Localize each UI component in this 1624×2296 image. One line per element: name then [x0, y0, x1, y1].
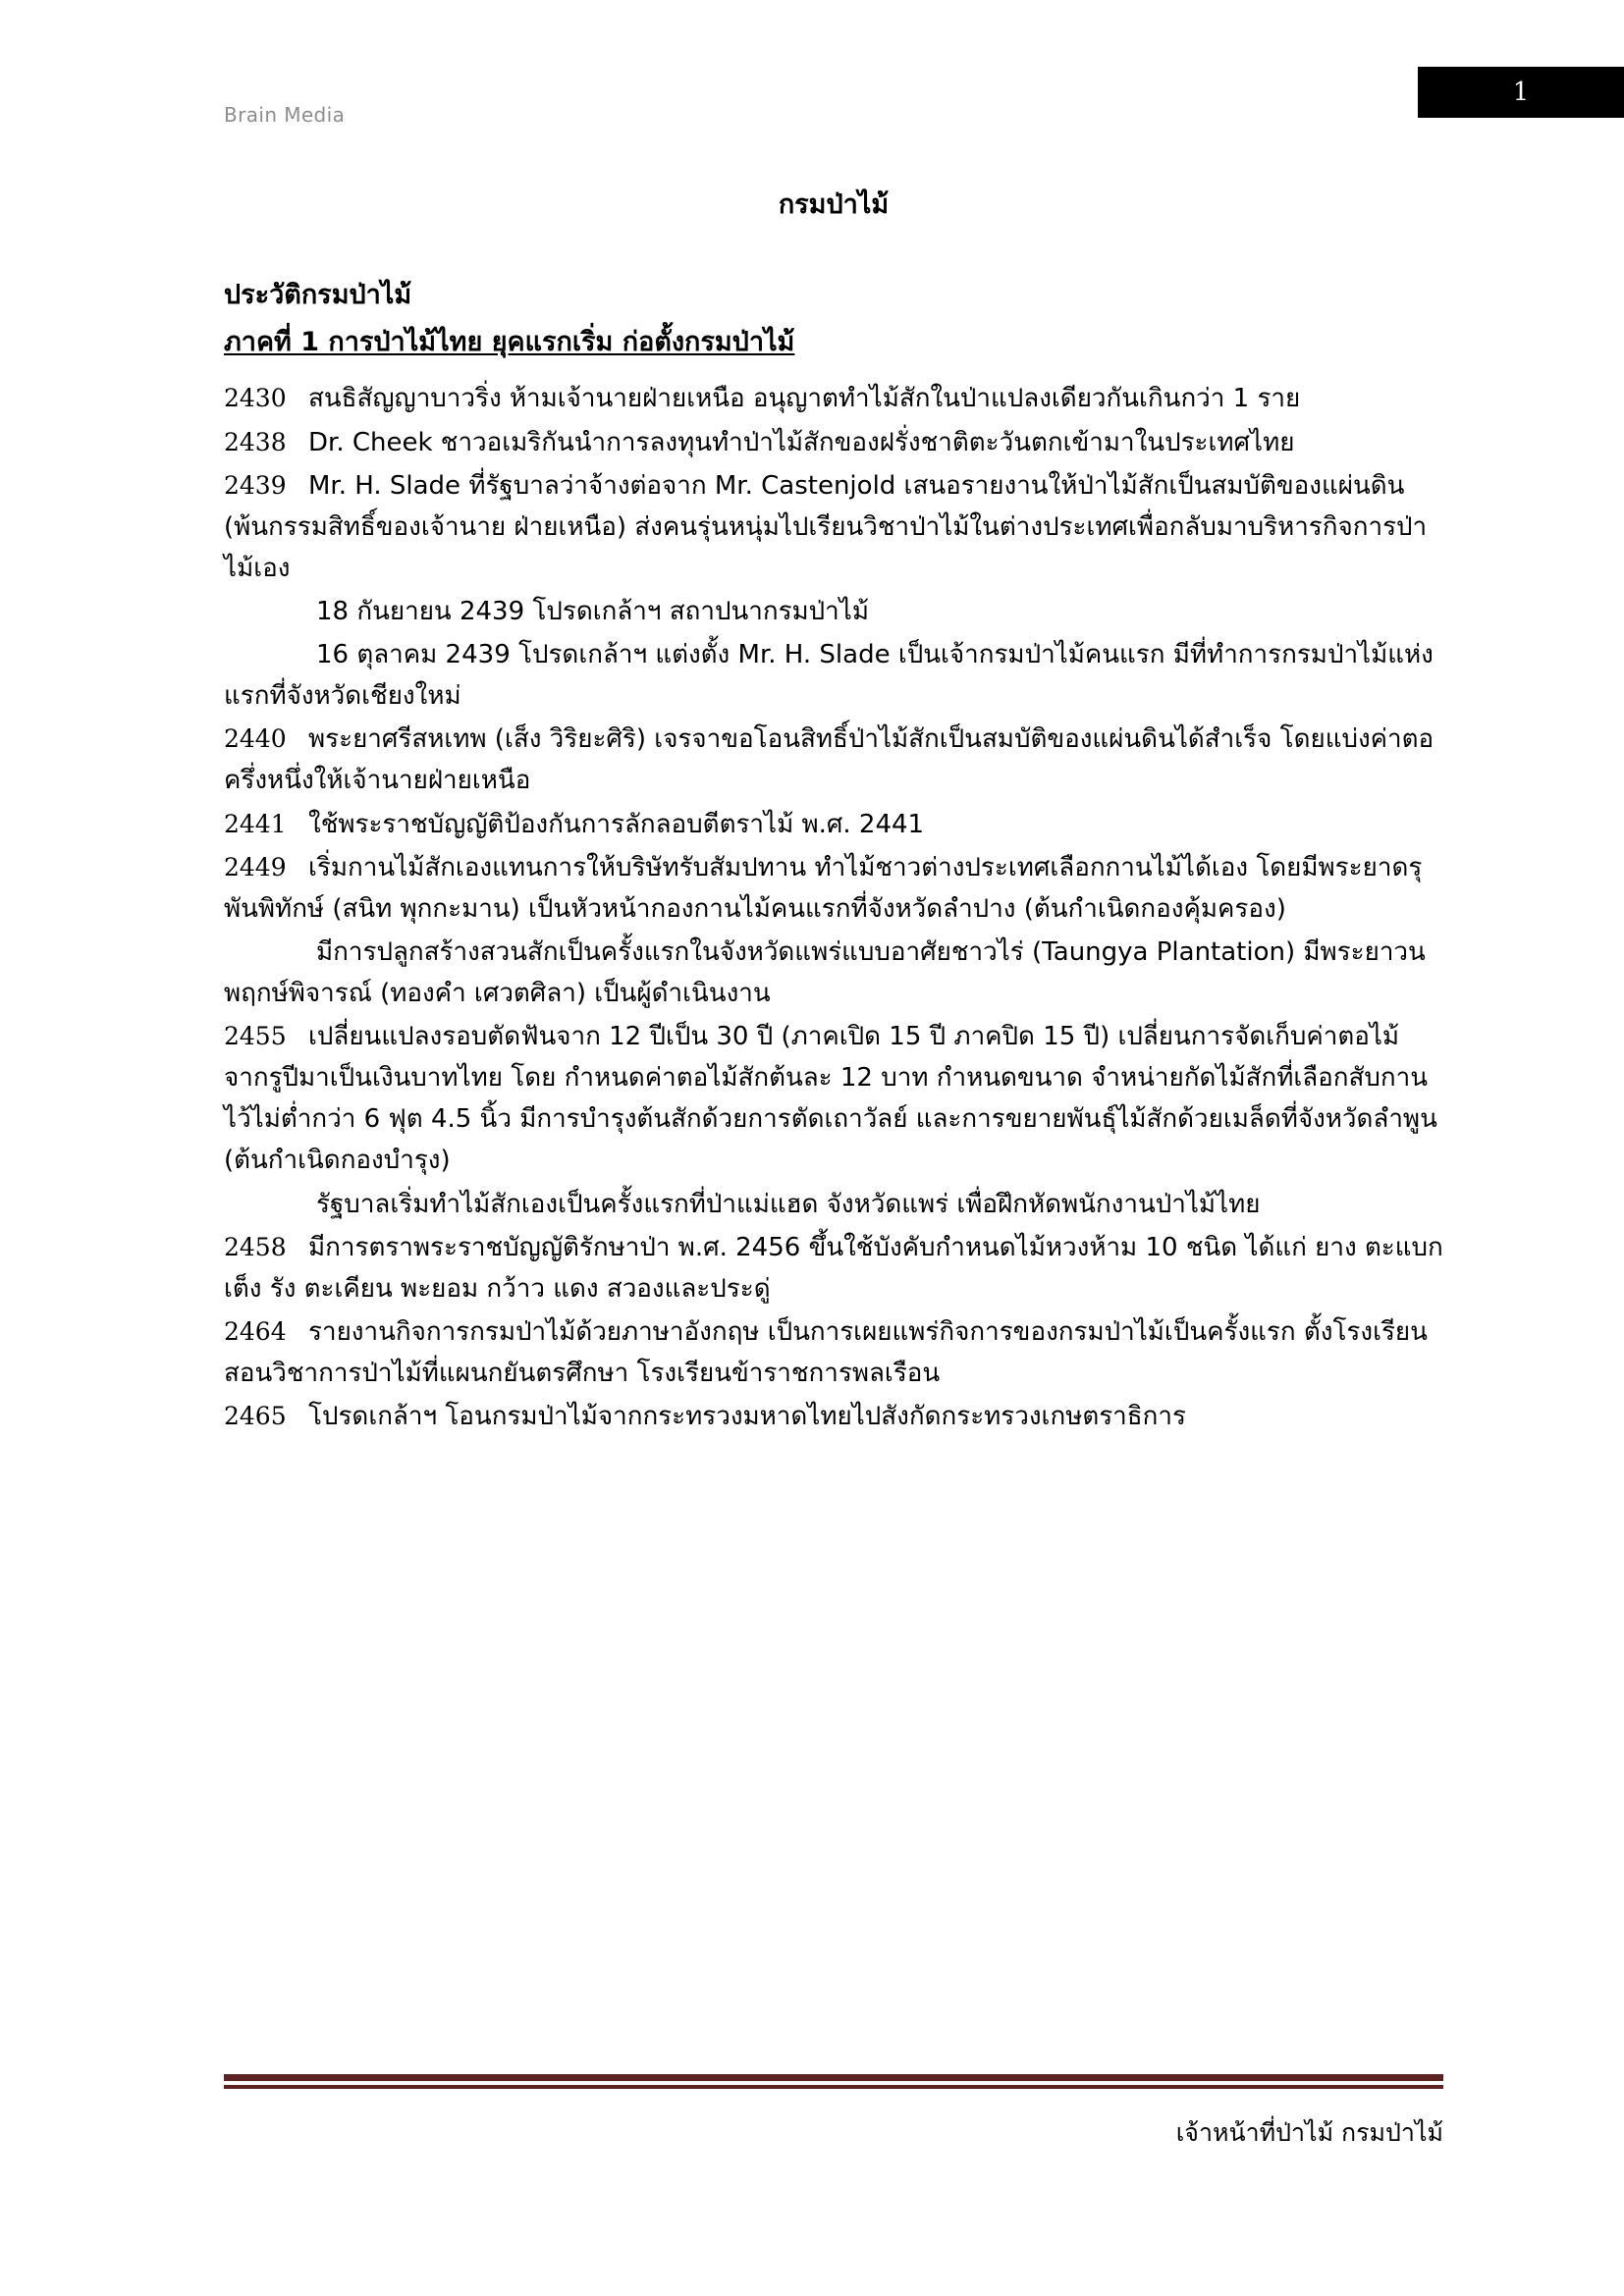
entry-text: Dr. Cheek ชาวอเมริกันนำการลงทุนทำป่าไม้สักของฝรั่งชาติตะวันตกเข้ามาในประเทศไทย: [308, 427, 1295, 457]
entry-year: 2455: [224, 1022, 287, 1051]
entry-text: ใช้พระราชบัญญัติป้องกันการลักลอบตีตราไม้ พ.ศ. 2441: [308, 809, 925, 839]
entry-year: 2464: [224, 1316, 287, 1346]
entry-text: มีการตราพระราชบัญญัติรักษาป่า พ.ศ. 2456 ขึ้นใช้บังคับกำหนดไม้หวงห้าม 10 ชนิด ได้แก่ ยาง ตะแบก เต็ง รัง ตะเคียน พะยอม กว้าว แดง สวองและประดู่: [224, 1232, 1443, 1304]
entry-text: พระยาศรีสหเทพ (เส็ง วิริยะศิริ) เจรจาขอโอนสิทธิ์ป่าไม้สักเป็นสมบัติของแผ่นดินได้สำเร็จ โดยแบ่งค่าตอครึ่งหนึ่งให้เจ้านายฝ่ายเหนือ: [224, 724, 1435, 796]
footer-label: เจ้าหน้าที่ป่าไม้ กรมป่าไม้: [1175, 2117, 1443, 2147]
footer-rule-thick: [224, 2074, 1443, 2081]
entry-year: 2440: [224, 724, 287, 754]
entry-year: 2441: [224, 809, 287, 838]
header-brand-label: Brain Media: [224, 103, 346, 127]
entry-year: 2465: [224, 1402, 287, 1431]
page-number-badge: 1: [1418, 67, 1624, 118]
entry-year: 2449: [224, 852, 287, 881]
timeline-entry: [224, 1311, 1443, 1394]
footer-rule-thin: [224, 2085, 1443, 2089]
timeline-entry: [224, 465, 1443, 589]
entry-text: โปรดเกล้าฯ โอนกรมป่าไม้จากกระทรวงมหาดไทยไปสังกัดกระทรวงเกษตราธิการ: [308, 1402, 1186, 1432]
timeline-note-paragraph: รัฐบาลเริ่มทำไม้สักเองเป็นครั้งแรกที่ป่าแม่แฮด จังหวัดแพร่ เพื่อฝึกหัดพนักงานป่าไม้ไทย: [316, 1189, 1261, 1219]
timeline-note-paragraph: 16 ตุลาคม 2439 โปรดเกล้าฯ แต่งตั้ง Mr. H. Slade เป็นเจ้ากรมป่าไม้คนแรก มีที่ทำการกรมป่าไม้แห่งแรกที่จังหวัดเชียงใหม่: [224, 640, 1434, 712]
timeline-entry: [224, 1016, 1443, 1181]
entry-text: เปลี่ยนแปลงรอบตัดฟันจาก 12 ปีเป็น 30 ปี (ภาคเปิด 15 ปี ภาคปิด 15 ปี) เปลี่ยนการจัดเก็บค่าตอไม้จากรูปีมาเป็นเงินบาทไทย โดย กำหนดค่าตอไม้สักต้นละ 12 บาท กำหนดขนาด จำหน่ายกัดไม้สักที่เลือกสับกานไว้ไม่ต่ำกว่า 6 ฟุต 4.5 นิ้ว มีการบำรุงต้นสักด้วยการตัดเถาวัลย์ และการขยายพันธุ์ไม้สักด้วยเมล็ดที่จังหวัดลำพูน (ต้นกำเนิดกองบำรุง): [224, 1022, 1437, 1176]
timeline-entry: [224, 804, 1443, 845]
timeline-entry: [224, 1396, 1443, 1437]
document-content: [224, 187, 1443, 1439]
entry-year: 2430: [224, 384, 287, 413]
timeline-note-paragraph: มีการปลูกสร้างสวนสักเป็นครั้งแรกในจังหวัดแพร่แบบอาศัยชาวไร่ (Taungya Plantation) มีพระยาวนพฤกษ์พิจารณ์ (ทองคำ เศวตศิลา) เป็นผู้ดำเนินงาน: [224, 936, 1426, 1009]
entry-text: สนธิสัญญาบาวริ่ง ห้ามเจ้านายฝ่ายเหนือ อนุญาตทำไม้สักในป่าแปลงเดียวกันเกินกว่า 1 ราย: [308, 384, 1301, 414]
entry-text: เริ่มกานไม้สักเองแทนการให้บริษัทรับสัมปทาน ทำไม้ชาวต่างประเทศเลือกกานไม้ได้เอง โดยมีพระยาดรุพันพิทักษ์ (สนิท พุกกะมาน) เป็นหัวหน้ากองกานไม้คนแรกที่จังหวัดลำปาง (ต้นกำเนิดกองคุ้มครอง): [224, 852, 1423, 924]
timeline-entry: [224, 422, 1443, 463]
timeline-entry: [224, 1227, 1443, 1309]
timeline-entry-list: [224, 378, 1443, 1437]
entry-text: รายงานกิจการกรมป่าไม้ด้วยภาษาอังกฤษ เป็นการเผยแพร่กิจการของกรมป่าไม้เป็นครั้งแรก ตั้งโรงเรียนสอนวิชาการป่าไม้ที่แผนกยันตรศึกษา โรงเรียนข้าราชการพลเรือน: [224, 1316, 1428, 1388]
entry-text: Mr. H. Slade ที่รัฐบาลว่าจ้างต่อจาก Mr. Castenjold เสนอรายงานให้ป่าไม้สักเป็นสมบัติของแผ่นดิน (พ้นกรรมสิทธิ์ของเจ้านาย ฝ่ายเหนือ) ส่งคนรุ่นหนุ่มไปเรียนวิชาป่าไม้ในต่างประเทศเพื่อกลับมาบริหารกิจการป่าไม้เอง: [224, 470, 1428, 583]
page-header: [0, 0, 1624, 147]
section-subheading: ภาคที่ 1 การป่าไม้ไทย ยุคแรกเริ่ม ก่อตั้งกรมป่าไม้: [224, 326, 795, 357]
timeline-note-paragraph: 18 กันยายน 2439 โปรดเกล้าฯ สถาปนากรมป่าไม้: [316, 597, 869, 627]
entry-year: 2438: [224, 427, 287, 456]
section-heading: ประวัติกรมป่าไม้: [224, 279, 412, 310]
timeline-entry: [224, 847, 1443, 930]
entry-year: 2439: [224, 470, 287, 500]
entry-year: 2458: [224, 1232, 287, 1261]
timeline-entry: [224, 378, 1443, 419]
page-title: กรมป่าไม้: [778, 189, 890, 220]
page-footer: [224, 2074, 1443, 2152]
timeline-entry: [224, 719, 1443, 801]
